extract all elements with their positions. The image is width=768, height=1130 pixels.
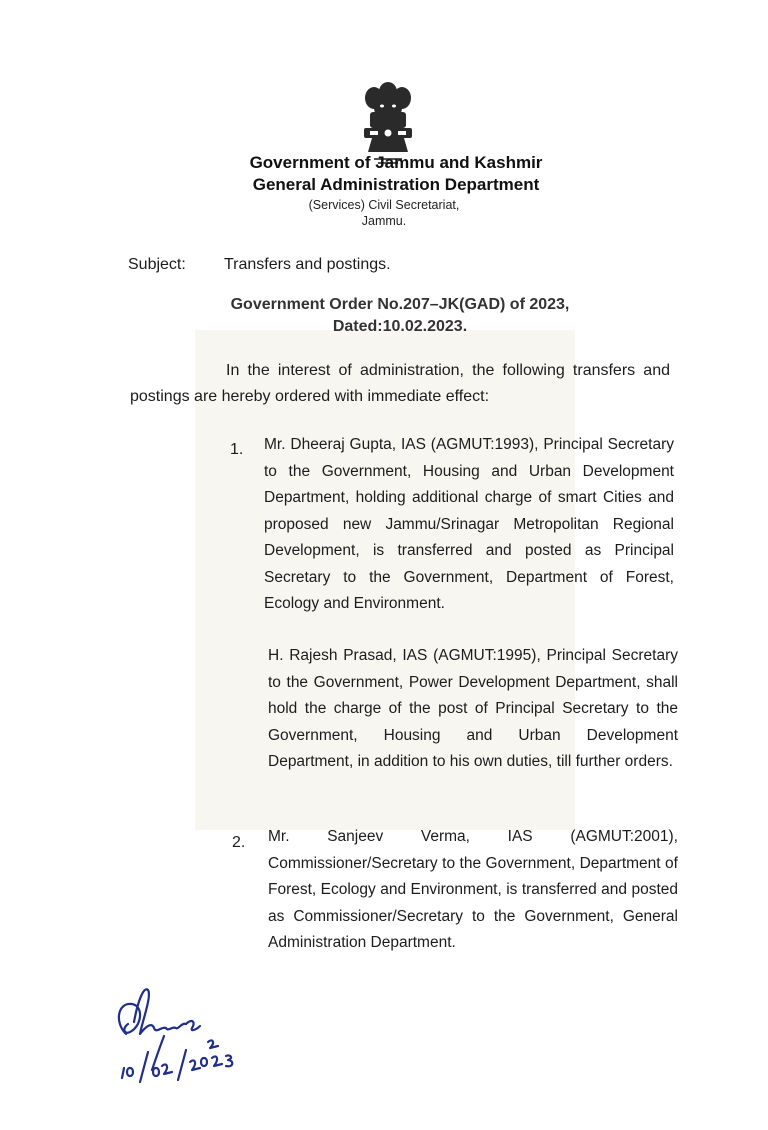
subject-label: Subject:	[128, 256, 186, 273]
item-paragraph: Mr. Sanjeev Verma, IAS (AGMUT:2001), Commissioner/Secretary to the Government, Department of Forest, Ecology and Environment, is transferred and posted as Commissioner/Secretary to the Government, General Administration Department.	[268, 828, 678, 951]
government-title: Government of Jammu and Kashmir	[249, 153, 543, 172]
item-number: 2.	[232, 834, 246, 851]
office-city: Jammu.	[361, 214, 407, 228]
subject-text: Transfers and postings.	[224, 256, 391, 273]
intro-paragraph: In the interest of administration, the following transfers and postings are hereby ordered with immediate effect:	[130, 362, 670, 405]
order-date: Dated:10.02.2023.	[332, 318, 468, 335]
item-number: 1.	[230, 441, 244, 458]
office-address: (Services) Civil Secretariat,	[308, 198, 460, 212]
item-paragraph: Mr. Dheeraj Gupta, IAS (AGMUT:1993), Principal Secretary to the Government, Housing and Urban Development Department, holding additional charge of smart Cities and proposed new Jammu/Srinagar Metropolitan Regional Development, is transferred and posted as Principal Secretary to the Government, Department of Forest, Ecology and Environment.	[264, 436, 674, 612]
item-note-paragraph: H. Rajesh Prasad, IAS (AGMUT:1995), Principal Secretary to the Government, Power Development Department, shall hold the charge of the post of Principal Secretary to the Government, Housing and Urban Development Department, in addition to his own duties, till further orders.	[268, 647, 678, 770]
department-title: General Administration Department	[252, 175, 540, 194]
order-number: Government Order No.207–JK(GAD) of 2023,	[230, 296, 570, 313]
handwritten-signature-icon	[112, 982, 252, 1097]
